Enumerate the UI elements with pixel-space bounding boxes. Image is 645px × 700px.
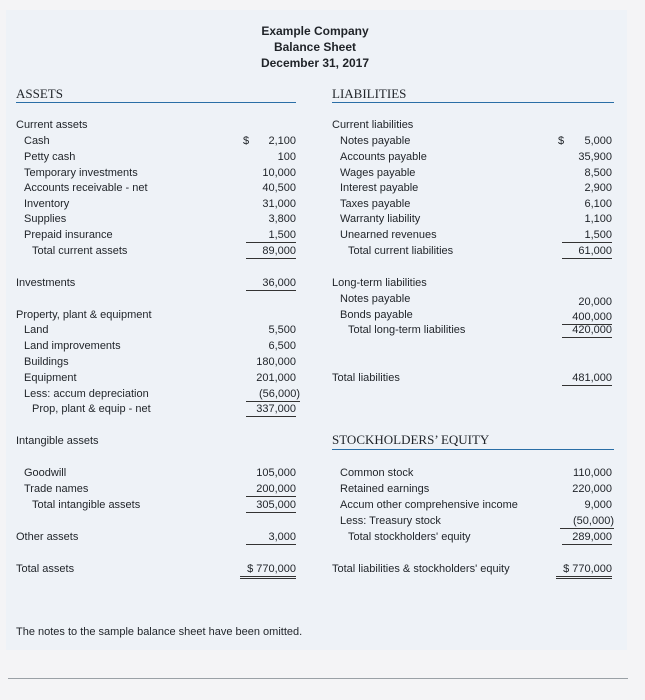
ppe-amount: (56,000)	[246, 388, 300, 402]
liability-label: Unearned revenues	[340, 229, 437, 241]
total-assets-amount: $ 770,000	[240, 563, 296, 579]
asset-amount: 10,000	[262, 167, 296, 179]
total-longterm-amount: 420,000	[562, 324, 612, 338]
equity-label: Accum other comprehensive income	[340, 499, 518, 511]
equity-label: Common stock	[340, 467, 414, 479]
company-name: Example Company	[261, 24, 369, 38]
ppe-amount: 180,000	[256, 356, 296, 368]
liability-amount: 1,100	[584, 213, 612, 225]
total-liabilities-label: Total liabilities	[332, 372, 400, 384]
total-current-liabilities-amount: 61,000	[562, 245, 612, 259]
equity-rule	[332, 449, 614, 450]
current-liabilities-heading: Current liabilities	[332, 119, 414, 131]
asset-amount: 31,000	[262, 198, 296, 210]
total-intangible-amount: 305,000	[246, 499, 296, 513]
ppe-heading: Property, plant & equipment	[16, 309, 152, 321]
asset-amount: 100	[277, 151, 296, 163]
liability-label: Taxes payable	[340, 198, 411, 210]
ppe-label: Buildings	[24, 356, 69, 368]
equity-label: Less: Treasury stock	[340, 515, 441, 527]
intangible-amount: 105,000	[256, 467, 296, 479]
equity-heading: STOCKHOLDERS’ EQUITY	[332, 432, 490, 447]
asset-label: Temporary investments	[24, 167, 138, 179]
ppe-label: Land	[24, 324, 49, 336]
currency-sign: $	[243, 135, 250, 147]
ppe-amount: 5,500	[268, 324, 296, 336]
asset-amount: 1,500	[246, 229, 296, 243]
total-liabilities-equity-label: Total liabilities & stockholders' equity	[332, 563, 510, 575]
total-equity-amount: 289,000	[562, 531, 612, 545]
footnote: The notes to the sample balance sheet have been omitted.	[16, 626, 303, 638]
total-assets-label: Total assets	[16, 563, 75, 575]
equity-amount: 110,000	[573, 467, 612, 479]
ppe-label: Equipment	[24, 372, 77, 384]
asset-label: Inventory	[24, 198, 70, 210]
asset-label: Cash	[24, 135, 50, 147]
intangible-amount: 200,000	[246, 483, 296, 497]
ppe-amount: 6,500	[268, 340, 296, 352]
longterm-label: Bonds payable	[340, 309, 413, 321]
statement-title: Balance Sheet	[273, 40, 357, 54]
liability-label: Interest payable	[340, 182, 419, 194]
total-current-liabilities-label: Total current liabilities	[348, 245, 454, 257]
statement-date: December 31, 2017	[260, 56, 370, 70]
equity-amount: (50,000)	[560, 515, 614, 529]
other-assets-amount: 3,000	[246, 531, 296, 545]
equity-amount: 220,000	[572, 483, 612, 495]
asset-amount: 40,500	[262, 182, 296, 194]
liability-label: Wages payable	[340, 167, 416, 179]
asset-label: Petty cash	[24, 151, 76, 163]
ppe-amount: 201,000	[256, 372, 296, 384]
liabilities-heading: LIABILITIES	[332, 86, 407, 101]
liability-amount: 6,100	[584, 198, 612, 210]
total-liabilities-equity-amount: $ 770,000	[556, 563, 612, 579]
longterm-label: Notes payable	[340, 293, 411, 305]
asset-amount: 3,800	[268, 213, 296, 225]
asset-label: Accounts receivable - net	[24, 182, 148, 194]
intangible-label: Goodwill	[24, 467, 67, 479]
assets-rule	[16, 102, 296, 103]
total-current-assets-label: Total current assets	[32, 245, 128, 257]
liability-label: Notes payable	[340, 135, 411, 147]
equity-label: Retained earnings	[340, 483, 430, 495]
longterm-amount: 400,000	[562, 311, 612, 325]
intangible-label: Trade names	[24, 483, 89, 495]
ppe-label: Less: accum depreciation	[24, 388, 149, 400]
ppe-label: Land improvements	[24, 340, 121, 352]
equity-amount: 9,000	[584, 499, 612, 511]
liability-label: Accounts payable	[340, 151, 427, 163]
asset-amount: 2,100	[268, 135, 296, 147]
current-assets-heading: Current assets	[16, 119, 88, 131]
liabilities-rule	[332, 102, 614, 103]
total-equity-label: Total stockholders' equity	[348, 531, 471, 543]
liability-amount: 8,500	[584, 167, 612, 179]
liability-amount: 2,900	[584, 182, 612, 194]
total-liabilities-amount: 481,000	[562, 372, 612, 386]
investments-label: Investments	[16, 277, 76, 289]
asset-label: Supplies	[24, 213, 67, 225]
longterm-liabilities-heading: Long-term liabilities	[332, 277, 427, 289]
total-current-assets-amount: 89,000	[246, 245, 296, 259]
investments-amount: 36,000	[246, 277, 296, 291]
ppe-net-amount: 337,000	[246, 403, 296, 417]
liability-label: Warranty liability	[340, 213, 421, 225]
balance-sheet-panel	[6, 10, 627, 650]
intangible-heading: Intangible assets	[16, 435, 99, 447]
other-assets-label: Other assets	[16, 531, 79, 543]
ppe-net-label: Prop, plant & equip - net	[32, 403, 151, 415]
currency-sign: $	[558, 135, 565, 147]
liability-amount: 1,500	[562, 229, 612, 243]
liability-amount: 5,000	[584, 135, 612, 147]
total-longterm-label: Total long-term liabilities	[348, 324, 466, 336]
assets-heading: ASSETS	[16, 86, 63, 101]
liability-amount: 35,900	[578, 151, 612, 163]
bottom-divider	[8, 678, 628, 679]
longterm-amount: 20,000	[578, 296, 612, 308]
asset-label: Prepaid insurance	[24, 229, 113, 241]
total-intangible-label: Total intangible assets	[32, 499, 141, 511]
